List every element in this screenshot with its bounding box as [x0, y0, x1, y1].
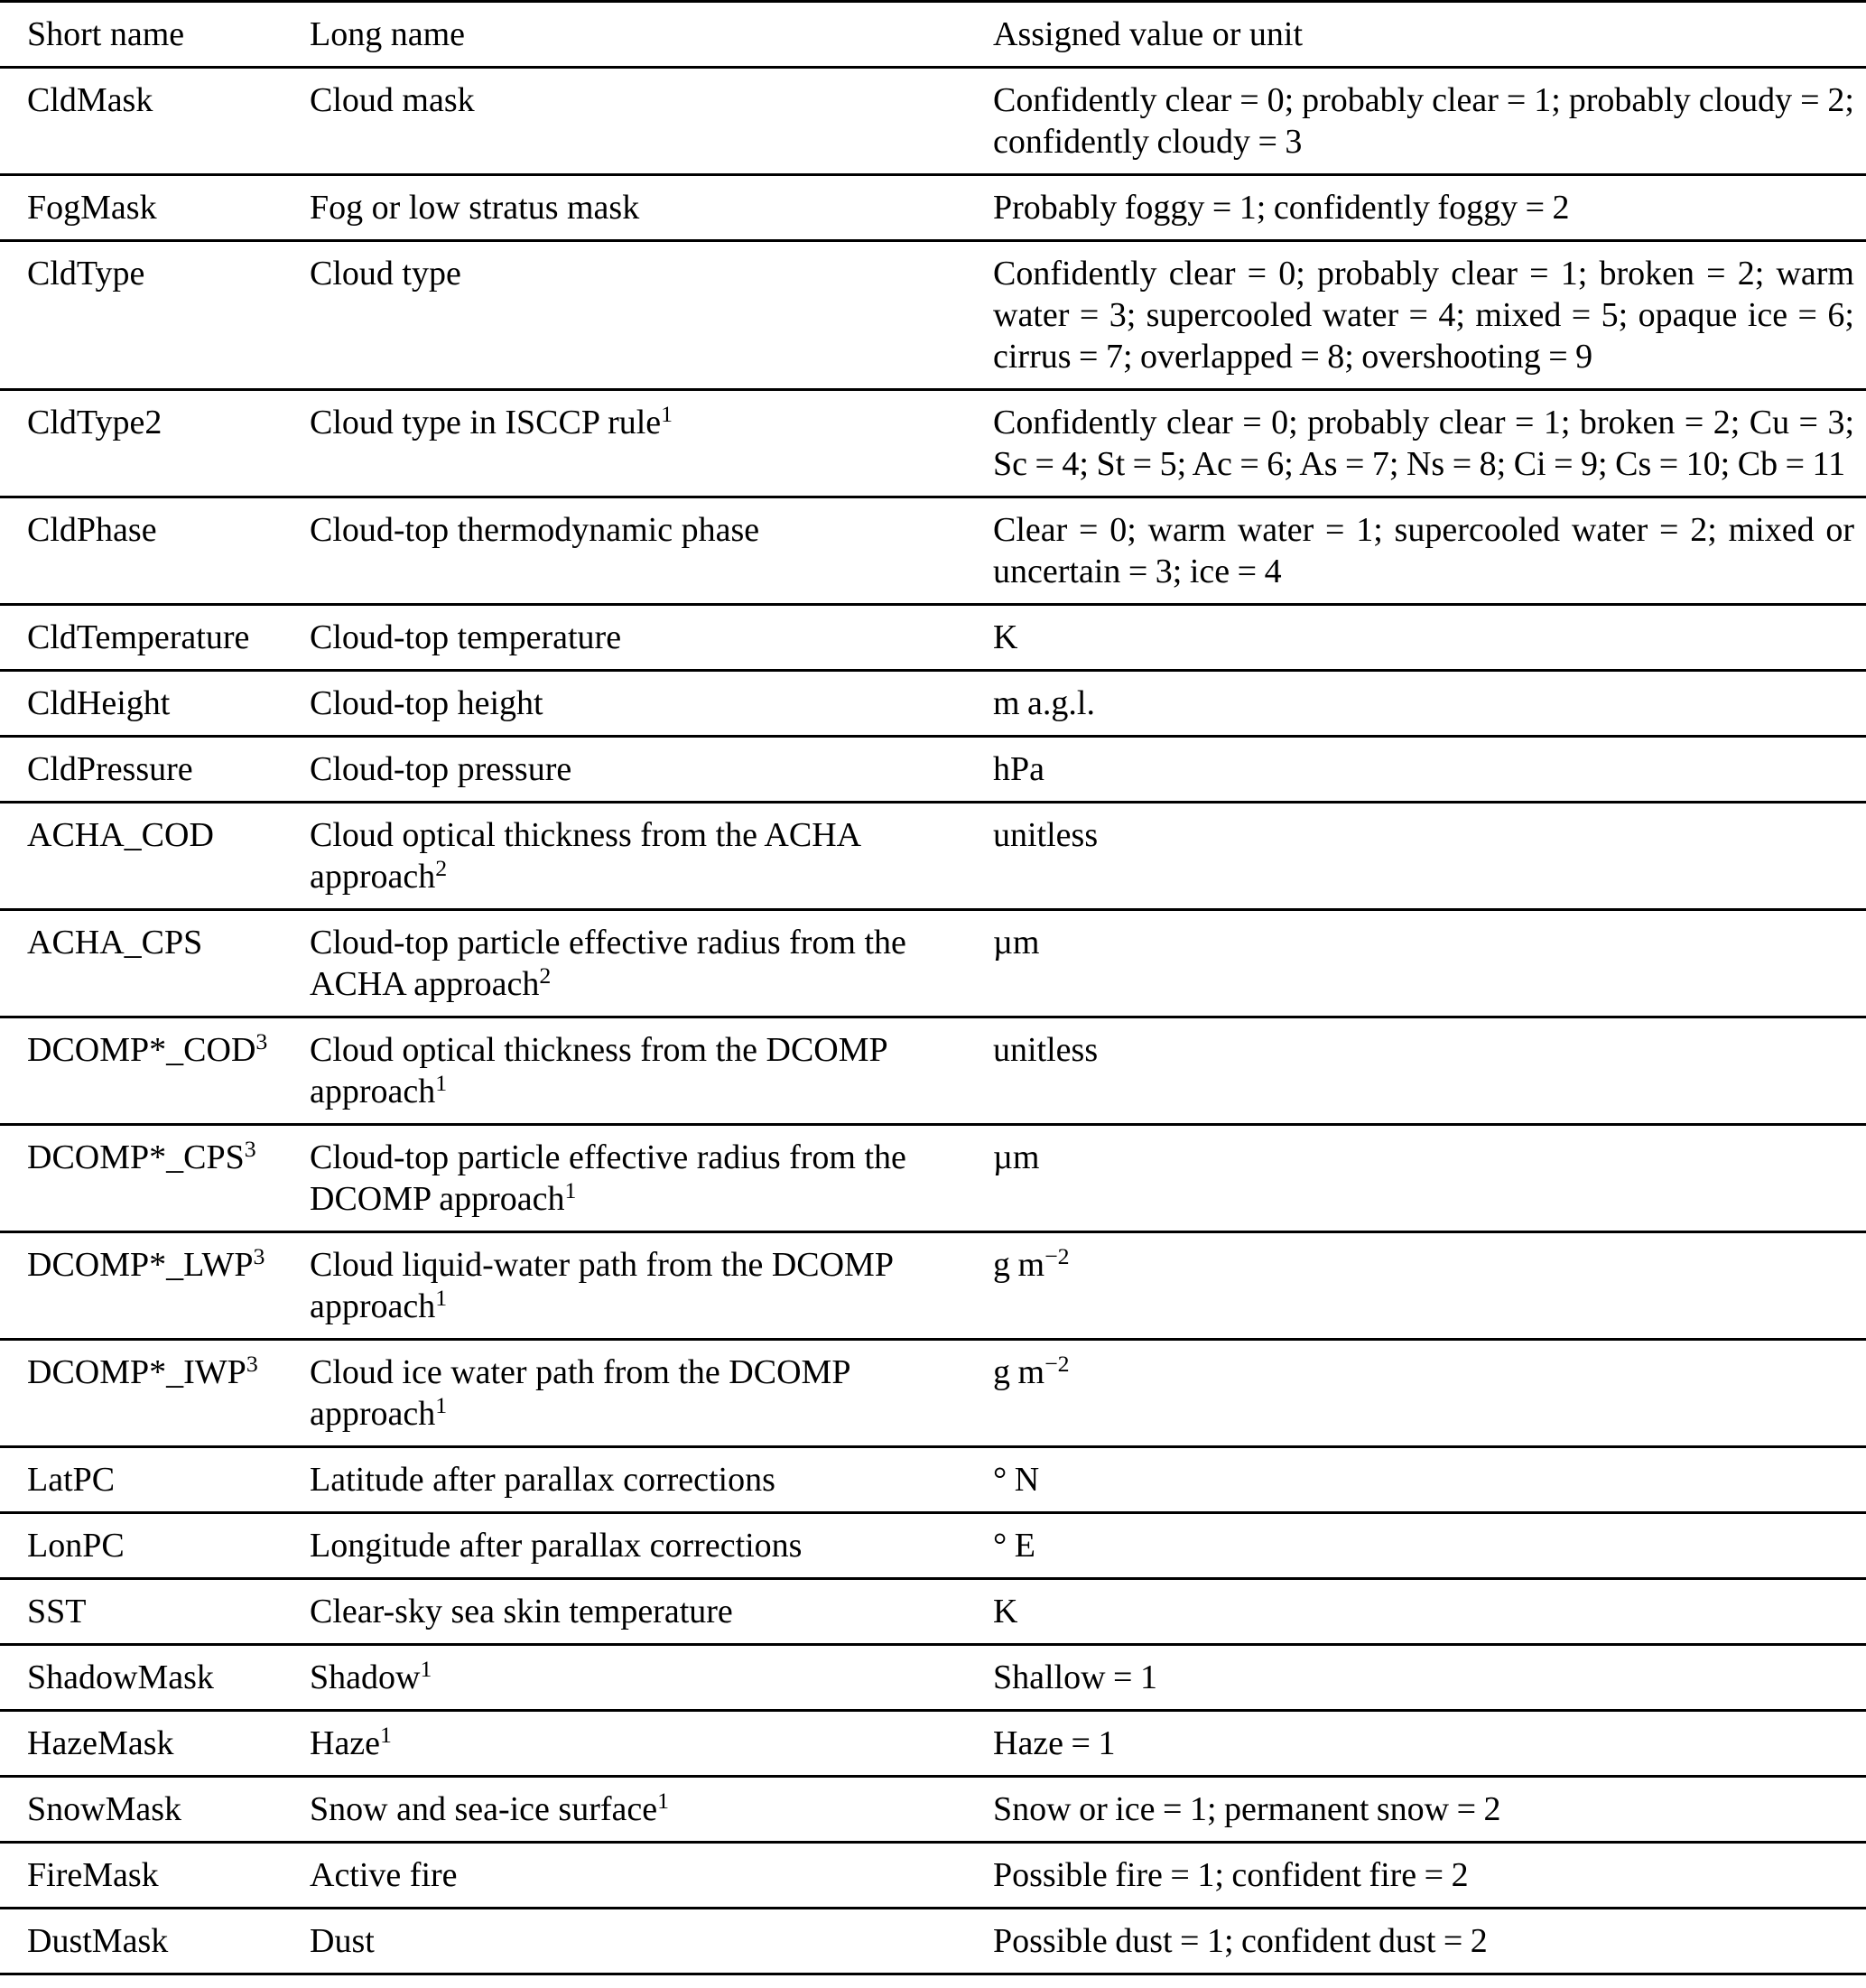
short-name-cell	[0, 1711, 310, 1777]
long-name-superscript: 2	[539, 961, 552, 989]
table-row	[0, 1447, 1866, 1513]
assigned-value-text: Haze = 1	[993, 1724, 1116, 1762]
value-cell	[993, 68, 1866, 175]
long-name-superscript: 1	[564, 1176, 577, 1203]
value-cell	[993, 671, 1866, 737]
short-name-text: LonPC	[27, 1527, 125, 1565]
long-name-text: Cloud-top particle effective radius from the DCOMP approach	[310, 1138, 906, 1218]
long-name-cell	[310, 803, 993, 910]
table-row	[0, 1777, 1866, 1843]
value-cell	[993, 1843, 1866, 1909]
table-row	[0, 1340, 1866, 1447]
short-name-cell	[0, 1513, 310, 1579]
value-cell	[993, 605, 1866, 671]
long-name-cell	[310, 1232, 993, 1340]
long-name-cell	[310, 910, 993, 1017]
short-name-text: DustMask	[27, 1922, 169, 1960]
short-name-cell	[0, 671, 310, 737]
short-name-cell	[0, 910, 310, 1017]
short-name-cell	[0, 68, 310, 175]
long-name-text: Cloud-top particle effective radius from the ACHA approach	[310, 924, 906, 1003]
long-name-text: Cloud-top thermodynamic phase	[310, 511, 760, 549]
short-name-text: ShadowMask	[27, 1658, 214, 1696]
short-name-text: DCOMP*_COD	[27, 1031, 256, 1069]
value-cell	[993, 241, 1866, 390]
long-name-cell	[310, 497, 993, 605]
assigned-value-text: Probably foggy = 1; confidently foggy = 2	[993, 189, 1570, 227]
table-row	[0, 241, 1866, 390]
value-cell	[993, 910, 1866, 1017]
short-name-cell	[0, 497, 310, 605]
long-name-cell	[310, 737, 993, 803]
long-name-text: Longitude after parallax corrections	[310, 1527, 803, 1565]
long-name-cell	[310, 1017, 993, 1125]
short-name-cell	[0, 1125, 310, 1232]
value-cell	[993, 1447, 1866, 1513]
table-row	[0, 390, 1866, 497]
assigned-value-text: g m	[993, 1353, 1045, 1391]
long-name-text: Dust	[310, 1922, 375, 1960]
table-row	[0, 68, 1866, 175]
assigned-value-text: unitless	[993, 816, 1099, 854]
table-row	[0, 737, 1866, 803]
table-row	[0, 1579, 1866, 1645]
value-cell	[993, 737, 1866, 803]
short-name-cell	[0, 390, 310, 497]
short-name-cell	[0, 1645, 310, 1711]
long-name-cell	[310, 1579, 993, 1645]
table-row	[0, 803, 1866, 910]
short-name-cell	[0, 1909, 310, 1974]
assigned-value-text: Possible fire = 1; confident fire = 2	[993, 1856, 1469, 1894]
assigned-value-superscript: −2	[1044, 1242, 1070, 1269]
short-name-cell	[0, 1232, 310, 1340]
long-name-superscript: 1	[420, 1655, 432, 1682]
value-cell	[993, 803, 1866, 910]
value-cell	[993, 1340, 1866, 1447]
long-name-text: Fog or low stratus mask	[310, 189, 640, 227]
long-name-text: Cloud optical thickness from the DCOMP approach	[310, 1031, 887, 1110]
short-name-cell	[0, 737, 310, 803]
column-header-assigned-value: Assigned value or unit	[993, 15, 1304, 53]
short-name-text: FogMask	[27, 189, 157, 227]
long-name-text: Shadow	[310, 1658, 421, 1696]
short-name-text: DCOMP*_LWP	[27, 1246, 254, 1284]
short-name-superscript: 3	[255, 1027, 268, 1054]
long-name-cell	[310, 671, 993, 737]
value-cell	[993, 1645, 1866, 1711]
table-row	[0, 1125, 1866, 1232]
assigned-value-text: Confidently clear = 0; probably clear = 1; broken = 2; warm water = 3; supercooled water = 4; mixed = 5; opaque ice = 6; cirrus = 7; overlapped = 8; overshooting = 9	[993, 255, 1854, 376]
short-name-cell	[0, 605, 310, 671]
value-cell	[993, 1711, 1866, 1777]
long-name-text: Latitude after parallax corrections	[310, 1461, 775, 1499]
long-name-text: Snow and sea-ice surface	[310, 1790, 658, 1828]
short-name-text: LatPC	[27, 1461, 116, 1499]
long-name-cell	[310, 1777, 993, 1843]
assigned-value-text: g m	[993, 1246, 1045, 1284]
long-name-cell	[310, 1513, 993, 1579]
assigned-value-text: Clear = 0; warm water = 1; supercooled water = 2; mixed or uncertain = 3; ice = 4	[993, 511, 1854, 590]
value-cell	[993, 1777, 1866, 1843]
assigned-value-text: K	[993, 618, 1018, 656]
short-name-text: CldPressure	[27, 750, 193, 788]
short-name-text: CldHeight	[27, 684, 171, 722]
value-cell	[993, 1513, 1866, 1579]
assigned-value-text: µm	[993, 924, 1040, 961]
long-name-cell	[310, 1125, 993, 1232]
assigned-value-text: unitless	[993, 1031, 1099, 1069]
assigned-value-text: hPa	[993, 750, 1044, 788]
assigned-value-text: Snow or ice = 1; permanent snow = 2	[993, 1790, 1501, 1828]
short-name-cell	[0, 241, 310, 390]
table-row	[0, 1711, 1866, 1777]
value-cell	[993, 390, 1866, 497]
long-name-text: Active fire	[310, 1856, 458, 1894]
short-name-text: SST	[27, 1593, 87, 1630]
long-name-cell	[310, 68, 993, 175]
short-name-cell	[0, 1843, 310, 1909]
short-name-cell	[0, 1777, 310, 1843]
long-name-superscript: 1	[435, 1069, 448, 1096]
value-cell	[993, 1579, 1866, 1645]
long-name-text: Cloud optical thickness from the ACHA approach	[310, 816, 860, 896]
long-name-cell	[310, 1645, 993, 1711]
table-row	[0, 1017, 1866, 1125]
long-name-cell	[310, 1711, 993, 1777]
short-name-cell	[0, 1017, 310, 1125]
short-name-text: CldType	[27, 255, 145, 293]
long-name-cell	[310, 390, 993, 497]
long-name-text: Cloud ice water path from the DCOMP approach	[310, 1353, 850, 1433]
assigned-value-text: Shallow = 1	[993, 1658, 1157, 1696]
long-name-text: Cloud mask	[310, 81, 475, 119]
table-row	[0, 497, 1866, 605]
long-name-text: Cloud-top height	[310, 684, 543, 722]
table-row	[0, 1843, 1866, 1909]
assigned-value-text: m a.g.l.	[993, 684, 1095, 722]
long-name-superscript: 1	[661, 400, 673, 427]
table-row	[0, 175, 1866, 241]
short-name-cell	[0, 1579, 310, 1645]
assigned-value-text: ° N	[993, 1461, 1040, 1499]
value-cell	[993, 1909, 1866, 1974]
short-name-text: CldMask	[27, 81, 153, 119]
assigned-value-text: ° E	[993, 1527, 1035, 1565]
long-name-superscript: 1	[435, 1391, 448, 1418]
assigned-value-text: K	[993, 1593, 1018, 1630]
short-name-text: ACHA_COD	[27, 816, 214, 854]
assigned-value-superscript: −2	[1044, 1350, 1070, 1377]
table-row	[0, 910, 1866, 1017]
short-name-cell	[0, 1447, 310, 1513]
short-name-text: CldPhase	[27, 511, 157, 549]
assigned-value-text: µm	[993, 1138, 1040, 1176]
table-row	[0, 671, 1866, 737]
table-row	[0, 1513, 1866, 1579]
value-cell	[993, 175, 1866, 241]
long-name-text: Haze	[310, 1724, 381, 1762]
long-name-cell	[310, 241, 993, 390]
value-cell	[993, 497, 1866, 605]
long-name-superscript: 1	[435, 1284, 448, 1311]
assigned-value-text: Possible dust = 1; confident dust = 2	[993, 1922, 1488, 1960]
value-cell	[993, 1017, 1866, 1125]
table-row	[0, 1232, 1866, 1340]
long-name-text: Cloud liquid-water path from the DCOMP approach	[310, 1246, 893, 1325]
long-name-cell	[310, 605, 993, 671]
column-header-long-name: Long name	[310, 15, 466, 53]
long-name-cell	[310, 175, 993, 241]
long-name-text: Cloud type in ISCCP rule	[310, 404, 662, 441]
short-name-text: CldTemperature	[27, 618, 250, 656]
long-name-text: Cloud-top pressure	[310, 750, 572, 788]
header-row	[0, 2, 1866, 68]
short-name-text: SnowMask	[27, 1790, 182, 1828]
long-name-text: Cloud-top temperature	[310, 618, 622, 656]
value-cell	[993, 1125, 1866, 1232]
long-name-superscript: 2	[435, 854, 448, 881]
table-row	[0, 1645, 1866, 1711]
short-name-superscript: 3	[253, 1242, 265, 1269]
short-name-text: DCOMP*_IWP	[27, 1353, 246, 1391]
long-name-cell	[310, 1447, 993, 1513]
column-header-short-name: Short name	[27, 15, 185, 53]
short-name-text: DCOMP*_CPS	[27, 1138, 245, 1176]
assigned-value-text: Confidently clear = 0; probably clear = 1; probably cloudy = 2; confidently cloudy = 3	[993, 81, 1854, 161]
short-name-superscript: 3	[246, 1350, 258, 1377]
value-cell	[993, 1232, 1866, 1340]
long-name-cell	[310, 1340, 993, 1447]
short-name-cell	[0, 803, 310, 910]
long-name-cell	[310, 1909, 993, 1974]
table-row	[0, 605, 1866, 671]
short-name-cell	[0, 175, 310, 241]
long-name-cell	[310, 1843, 993, 1909]
short-name-text: HazeMask	[27, 1724, 174, 1762]
long-name-superscript: 1	[380, 1721, 392, 1748]
short-name-cell	[0, 1340, 310, 1447]
short-name-text: CldType2	[27, 404, 162, 441]
table-row	[0, 1909, 1866, 1974]
long-name-superscript: 1	[657, 1787, 670, 1814]
long-name-text: Clear-sky sea skin temperature	[310, 1593, 733, 1630]
short-name-text: ACHA_CPS	[27, 924, 203, 961]
assigned-value-text: Confidently clear = 0; probably clear = 1; broken = 2; Cu = 3; Sc = 4; St = 5; Ac = 6; As = 7; Ns = 8; Ci = 9; Cs = 10; Cb = 11	[993, 404, 1854, 483]
long-name-text: Cloud type	[310, 255, 461, 293]
short-name-superscript: 3	[244, 1135, 256, 1162]
short-name-text: FireMask	[27, 1856, 159, 1894]
